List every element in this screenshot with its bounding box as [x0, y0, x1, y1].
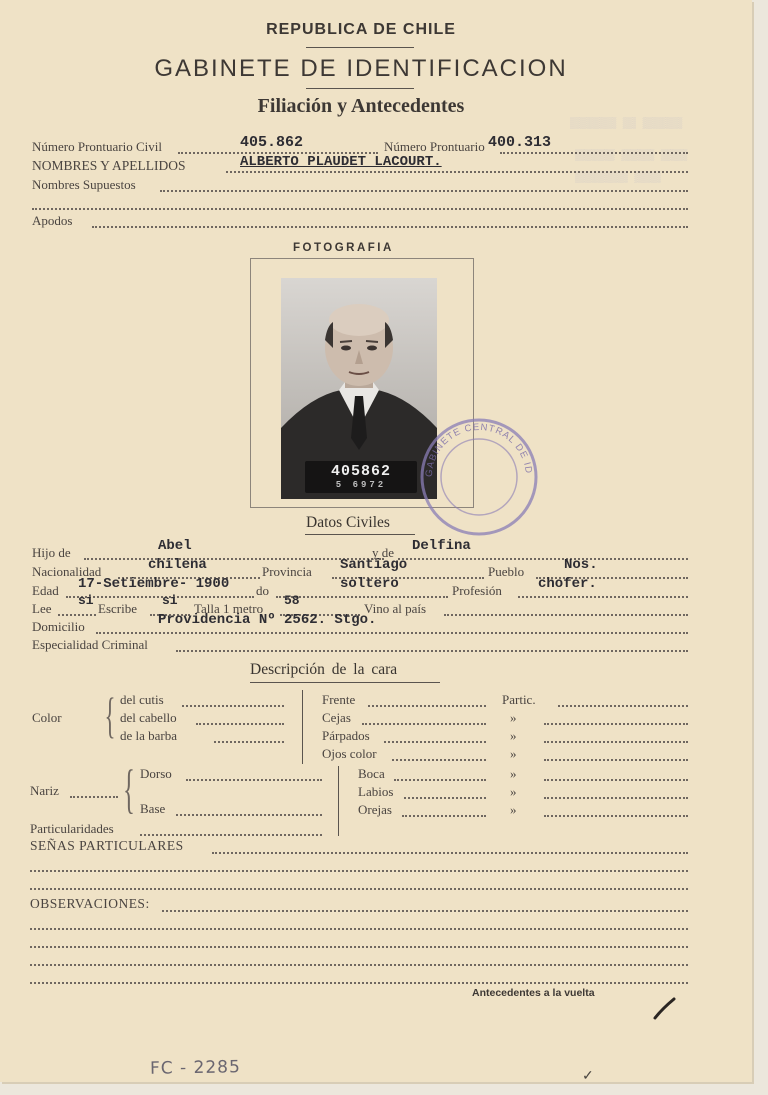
- blank-line: [30, 964, 688, 966]
- country-heading: REPUBLICA DE CHILE: [266, 21, 456, 38]
- portrait-photo: [281, 278, 437, 499]
- blank-line: [30, 870, 688, 872]
- blank-line: [32, 208, 688, 210]
- vino-label: Vino al país: [364, 601, 427, 616]
- chevron-mark: »: [510, 784, 517, 799]
- official-stamp: [418, 416, 540, 538]
- edad-value: 17-Setiembre- 1900: [78, 576, 230, 592]
- escribe-label: Escribe: [98, 601, 137, 616]
- lee-value: si: [78, 593, 94, 608]
- particularidades-label: Particularidades: [30, 821, 114, 836]
- brace-glyph: {: [123, 759, 135, 819]
- handwritten-code: FC - 2285: [149, 1057, 242, 1079]
- antecedentes-note: Antecedentes a la vuelta: [472, 987, 595, 999]
- ojos-label: Ojos color: [322, 746, 377, 761]
- pueblo-label: Pueblo: [488, 564, 525, 579]
- chevron-mark: »: [510, 728, 517, 743]
- lee-label: Lee: [32, 601, 52, 616]
- estado-value: soltero: [340, 576, 399, 592]
- escribe-value: si: [162, 593, 178, 608]
- blank-line: [30, 946, 688, 948]
- page-subtitle: Filiación y Antecedentes: [257, 95, 465, 117]
- y-de-label: y de: [372, 545, 395, 560]
- edad-label: Edad: [32, 583, 59, 598]
- domicilio-value: Providencia Nº 2562. Stgo.: [158, 612, 377, 628]
- number-board-sub: 5 6972: [335, 480, 387, 490]
- observaciones-label: OBSERVACIONES:: [30, 896, 150, 911]
- talla-value: 58: [284, 593, 300, 608]
- pencil-mark: ✓: [582, 1069, 594, 1084]
- supuestos-label: Nombres Supuestos: [32, 177, 136, 192]
- chevron-mark: »: [510, 710, 517, 725]
- pueblo-value: Nos.: [564, 557, 598, 573]
- header-rule: [306, 47, 414, 48]
- blank-line: [30, 928, 688, 930]
- numero-prontuario-value: 400.313: [488, 134, 552, 151]
- chevron-mark: »: [510, 766, 517, 781]
- orejas-label: Orejas: [358, 802, 392, 817]
- madre-value: Delfina: [412, 538, 471, 554]
- nariz-label: Nariz: [30, 783, 59, 798]
- parpados-label: Párpados: [322, 728, 370, 743]
- dorso-label: Dorso: [140, 766, 172, 781]
- number-board: [305, 461, 417, 493]
- nombres-label: NOMBRES Y APELLIDOS: [32, 158, 186, 173]
- profesion-label: Profesión: [452, 583, 502, 598]
- descripcion-title: Descripción de la cara: [250, 661, 398, 678]
- padre-value: Abel: [158, 538, 192, 554]
- cabello-label: del cabello: [120, 710, 177, 725]
- labios-label: Labios: [358, 784, 394, 799]
- ink-stroke-mark: [652, 995, 678, 1021]
- nacionalidad-value: chilena: [148, 557, 207, 573]
- blank-line: [30, 888, 688, 890]
- cejas-label: Cejas: [322, 710, 351, 725]
- column-divider: [338, 766, 339, 836]
- especialidad-label: Especialidad Criminal: [32, 637, 148, 652]
- boca-label: Boca: [358, 766, 385, 781]
- frente-label: Frente: [322, 692, 356, 707]
- show-through-text: ▒▒▒▒▒▒ ▒▒▒▒▒ ▒▒▒▒: [575, 150, 688, 162]
- chevron-mark: »: [510, 802, 517, 817]
- provincia-label: Provincia: [262, 564, 312, 579]
- profesion-value: chofer.: [538, 576, 597, 592]
- numero-civil-label: Número Prontuario Civil: [32, 139, 162, 154]
- number-board-digits: 405862: [330, 463, 391, 480]
- column-divider: [302, 690, 303, 764]
- talla-label: Talla 1 metro: [194, 601, 264, 616]
- domicilio-label: Domicilio: [32, 619, 85, 634]
- estado-label: do: [256, 583, 269, 598]
- numero-prontuario-label: Número Prontuario: [384, 139, 485, 154]
- blank-line: [30, 982, 688, 984]
- numero-civil-value: 405.862: [240, 134, 304, 151]
- office-heading: GABINETE DE IDENTIFICACION: [154, 55, 568, 82]
- cutis-label: del cutis: [120, 692, 164, 707]
- base-label: Base: [140, 801, 166, 816]
- provincia-value: Santiago: [340, 557, 408, 573]
- header-rule: [306, 88, 414, 89]
- title-rule: [250, 682, 440, 683]
- nacionalidad-label: Nacionalidad: [32, 564, 102, 579]
- partic-label: Partic.: [502, 692, 536, 707]
- nombres-value: ALBERTO PLAUDET LACOURT.: [240, 154, 442, 170]
- hijo-de-label: Hijo de: [32, 545, 71, 560]
- barba-label: de la barba: [120, 728, 178, 743]
- chevron-mark: »: [510, 746, 517, 761]
- senas-label: SEÑAS PARTICULARES: [30, 838, 184, 853]
- photo-label: FOTOGRAFIA: [293, 242, 394, 254]
- apodos-label: Apodos: [32, 213, 73, 228]
- color-label: Color: [32, 710, 62, 725]
- show-through-text: ▒▒▒▒▒▒▒▒ ▒▒▒▒: [575, 172, 661, 184]
- datos-civiles-title: Datos Civiles: [306, 514, 390, 531]
- title-rule: [305, 534, 415, 535]
- brace-glyph: {: [104, 687, 116, 743]
- show-through-text: ▒▒▒▒▒▒▒ ▒▒ ▒▒▒▒▒▒: [570, 118, 683, 130]
- stamp-text: GABINETE CENTRAL DE ID: [423, 421, 535, 478]
